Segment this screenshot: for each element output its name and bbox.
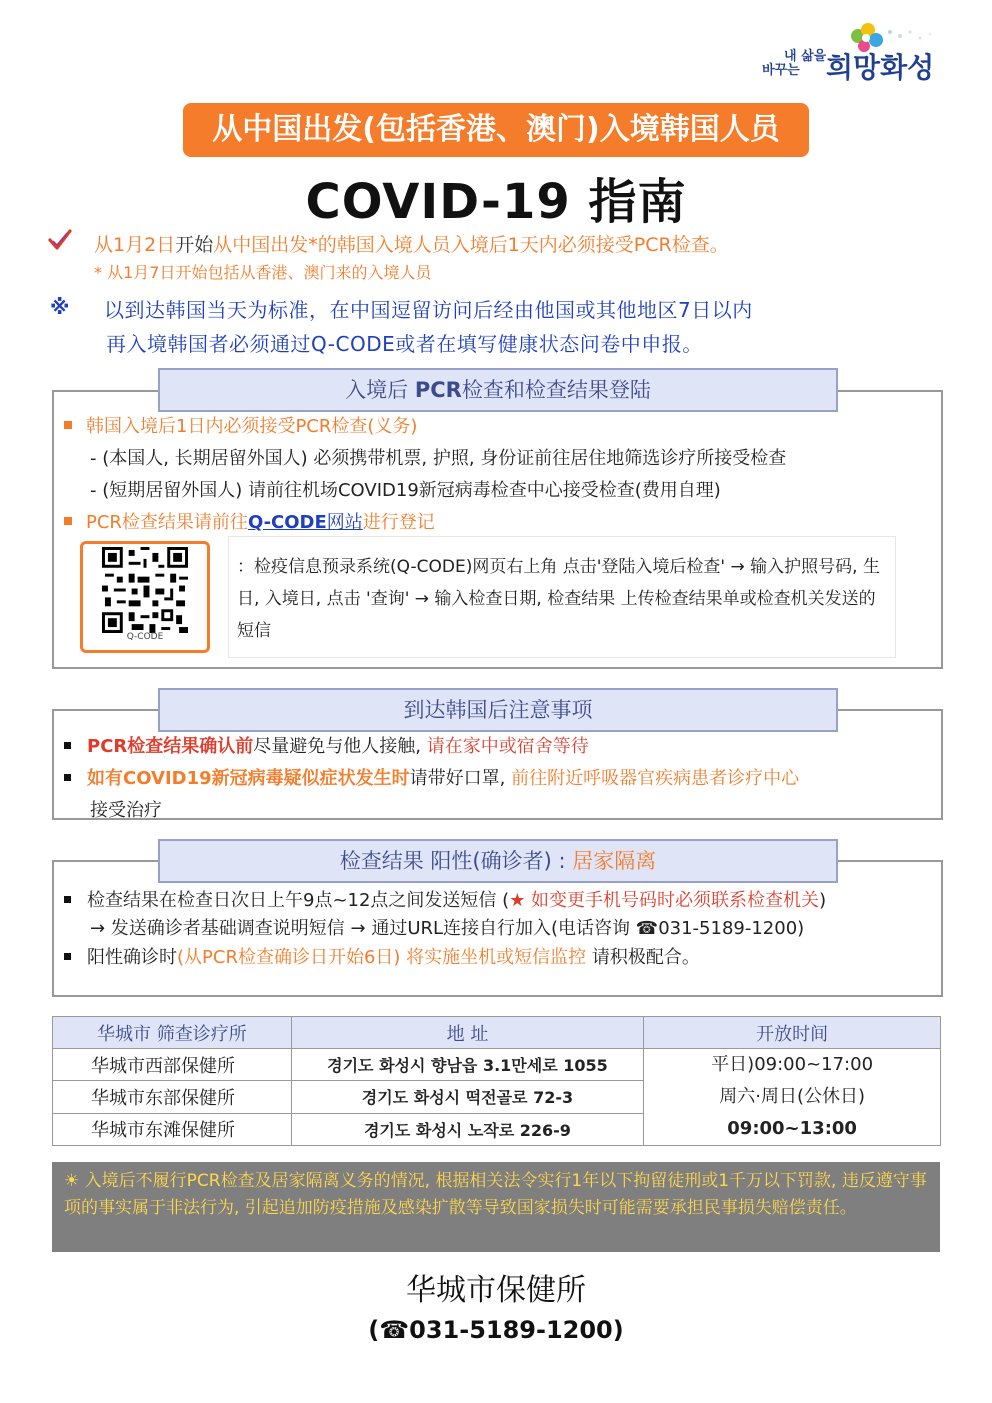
intro-line-2: * 从1月7日开始包括从香港、澳门来的入境人员 [94,263,432,282]
pcr-bullet-1: 韩国入境后1日内必须接受PCR检查(义务) [64,412,417,438]
table-header-address: 地 址 [291,1017,644,1049]
table-header-hours: 开放时间 [644,1017,941,1049]
intro-line-3: 以到达韩国当天为标准，在中国逗留访问后经由他国或其他地区7日以内 [104,298,753,322]
clinic-name: 华城市西部保健所 [53,1049,292,1081]
qcode-instructions: ：检疫信息预录系统(Q-CODE)网页右上角 点击'登陆入境后检查' → 输入护照号码, 生日, 入境日, 点击 '查询' → 输入检查日期, 检查结果 上传检查结果单或检查机关发送的短信 [228,536,896,658]
title-banner: 从中国出发(包括香港、澳门)入境韩国人员 [183,103,809,157]
footer-phone: (☎031-5189-1200) [368,1316,624,1344]
logo-brand: 희망화성 [826,51,935,84]
qcode-link[interactable]: Q-CODE [247,512,327,533]
positive-bullet-1-cont: → 发送确诊者基础调查说明短信 → 通过URL连接自行加入(电话咨询 ☎031-5189-1200) [90,918,805,939]
table-row [53,1049,941,1081]
pcr-bullet-2: PCR检查结果请前往Q-CODE网站进行登记 [64,508,435,534]
arrival-bullet-2-cont: 接受治疗 [90,800,162,821]
reference-mark-icon: ※ [50,295,70,319]
footer-org: 华城市保健所 [406,1273,586,1308]
intro-line-4: 再入境韩国者必须通过Q-CODE或者在填写健康状态问卷中申报。 [106,332,703,356]
positive-bullet-1: 检查结果在检查日次日上午9点~12点之间发送短信 (★ 如变更手机号码时必须联系检查机关) [64,886,826,912]
checkmark-icon [48,228,72,252]
penalty-warning: ☀ 入境后不履行PCR检查及居家隔离义务的情况, 根据相关法令实行1年以下拘留徒刑或1千万以下罚款, 违反遵守事项的事实属于非法行为, 引起追加防疫措施及感染扩散等导致国家损失时可能需要承担民事损失赔偿责任。 [52,1162,940,1252]
section-pcr-tab: 入境后 PCR检查和检查结果登陆 [158,368,838,412]
opening-hours: 平日)09:00~17:00 周六·周日(公休日) 09:00~13:00 [644,1049,941,1146]
section-positive-tab: 检查结果 阳性(确诊者) : 居家隔离 [158,839,838,883]
pcr-sub-2: - (短期居留外国人) 请前往机场COVID19新冠病毒检查中心接受检查(费用自理) [90,480,721,501]
page-title: COVID-19 指南 [305,174,687,230]
clinic-name: 华城市东部保健所 [53,1081,292,1113]
section-arrival-tab: 到达韩国后注意事项 [158,688,838,732]
intro-line-1: 从1月2日开始从中国出发*的韩国入境人员入境后1天内必须接受PCR检查。 [94,234,729,256]
qr-label: Q-CODE [126,632,164,642]
pcr-sub-1: - (本国人, 长期居留外国人) 必须携带机票, 护照, 身份证前往居住地筛选诊疗所接受检查 [90,448,787,469]
positive-bullet-2: 阳性确诊时(从PCR检查确诊日开始6日) 将实施坐机或短信监控 请积极配合。 [64,943,700,969]
qr-code-icon[interactable] [92,547,198,633]
clinic-table [52,1016,941,1146]
clinic-name: 华城市东滩保健所 [53,1113,292,1145]
clinic-address: 경기도 화성시 노작로 226-9 [291,1113,644,1145]
arrival-bullet-2: 如有COVID19新冠病毒疑似症状发生时请带好口罩, 前往附近呼吸器官疾病患者诊疗中心 [64,764,799,790]
clinic-address: 경기도 화성시 떡전골로 72-3 [291,1081,644,1113]
clinic-address: 경기도 화성시 향남읍 3.1만세로 1055 [291,1049,644,1081]
arrival-bullet-1: PCR检查结果确认前尽量避免与他人接触, 请在家中或宿舍等待 [64,732,589,758]
logo-slogan: 내 삶을 바꾸는 [762,49,827,78]
table-header-clinic: 华城市 筛查诊疗所 [53,1017,292,1049]
